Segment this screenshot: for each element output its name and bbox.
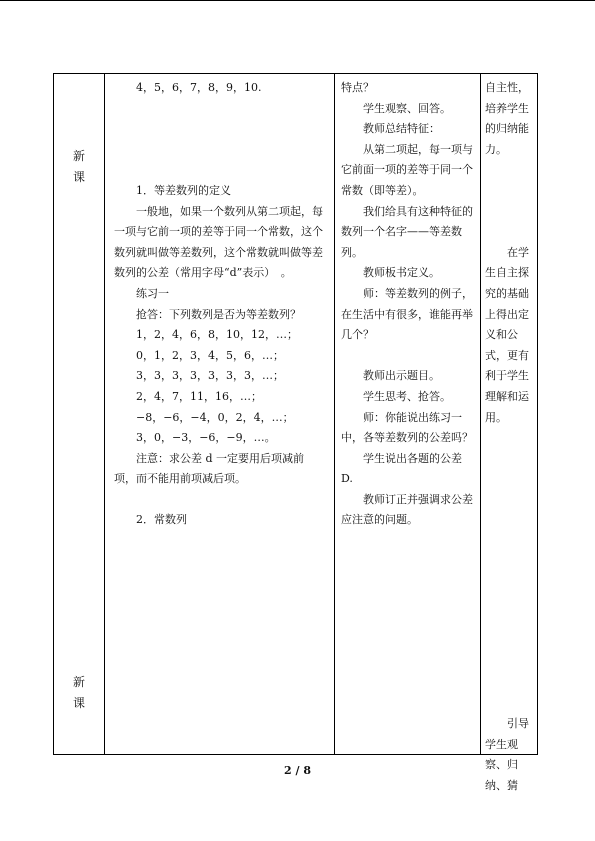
paragraph: 师：你能说出练习一中，各等差数列的公差吗？ — [341, 410, 473, 445]
design-intent-bottom — [485, 714, 535, 796]
paragraph: 学生说出各题的公差 D. — [341, 451, 462, 486]
section-label-new-lesson — [54, 672, 104, 714]
paragraph: 注意：求公差 d 一定要用后项减前项，而不能用前项减后项。 — [114, 451, 305, 486]
paragraph: 自主性，培养学生的归纳能力。 — [485, 81, 529, 156]
paragraph: 3，0，−3，−6，−9，…。 — [136, 431, 276, 445]
section-label-char: 新 — [72, 149, 85, 163]
section-label-char: 新 — [72, 675, 85, 689]
spacer — [485, 160, 535, 181]
spacer — [485, 222, 535, 243]
section-label-char: 课 — [72, 170, 85, 184]
paragraph: 一般地，如果一个数列从第二项起，每一项与它前一项的差等于同一个常数，这个数列就叫做等差数列，这个常数就叫做等差数列的公差（常用字母“d”表示） 。 — [114, 204, 323, 280]
paragraph: 引导学生观察、归纳、猜 — [485, 717, 529, 792]
paragraph: 学生思考、抢答。 — [363, 389, 451, 403]
section-label-char: 课 — [72, 696, 85, 710]
teacher-student-activity-column — [335, 74, 481, 754]
content-column — [104, 74, 334, 754]
section-label-new-lesson — [54, 146, 104, 188]
spacer — [485, 202, 535, 223]
paragraph: 教师板书定义。 — [363, 266, 440, 280]
paragraph: 1，2，4，6，8，10，12，…； — [136, 328, 298, 342]
paragraph: 在学生自主探究的基础上得出定义和公式，更有利于学生理解和运用。 — [485, 245, 529, 424]
design-intent-column — [481, 74, 537, 792]
paragraph: 2．常数列 — [136, 513, 187, 527]
header-rule — [0, 0, 595, 1]
paragraph: 学生观察、回答。 — [363, 101, 451, 115]
design-intent-top — [485, 78, 535, 428]
paragraph: 2，4，7，11，16，…； — [136, 389, 262, 403]
spacer — [114, 99, 326, 120]
paragraph: 教师订正并强调求公差应注意的问题。 — [341, 492, 473, 527]
page-number: 2 / 8 — [284, 764, 311, 777]
spacer — [114, 119, 326, 140]
spacer — [341, 346, 477, 367]
paragraph: 0，1，2，3，4，5，6，…； — [136, 348, 284, 362]
paragraph: 师：等差数列的例子，在生活中有很多，谁能再举几个？ — [341, 286, 473, 342]
spacer — [114, 490, 326, 511]
paragraph: 我们给具有这种特征的数列一个名字——等差数列。 — [341, 204, 473, 259]
paragraph: 练习一 — [136, 286, 169, 300]
paragraph: 教师总结特征： — [363, 122, 440, 136]
paragraph: 特点？ — [341, 81, 374, 94]
paragraph: 从第二项起，每一项与它前面一项的差等于同一个常数（即等差）。 — [341, 142, 473, 197]
spacer — [485, 181, 535, 202]
paragraph: 3，3，3，3，3，3，3，…； — [136, 369, 284, 383]
paragraph: 4，5，6，7，8，9，10. — [136, 81, 262, 94]
paragraph: −8，−6，−4，0，2，4，…； — [136, 410, 294, 424]
paragraph: 抢答：下列数列是否为等差数列？ — [136, 307, 301, 321]
spacer — [114, 140, 326, 161]
section-column — [54, 74, 104, 754]
paragraph: 教师出示题目。 — [363, 369, 440, 383]
paragraph: 1．等差数列的定义 — [136, 183, 231, 197]
spacer — [114, 160, 326, 181]
